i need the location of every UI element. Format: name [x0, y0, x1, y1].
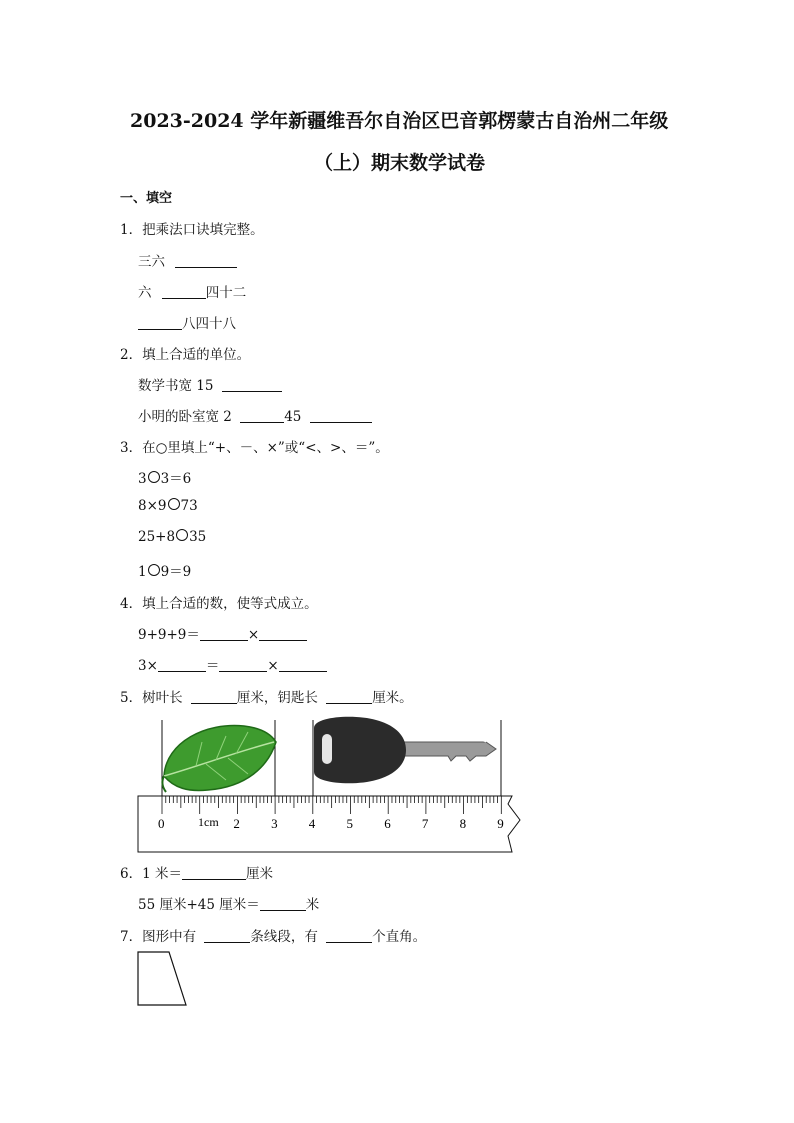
- question-text: 填上合适的数，使等式成立。: [142, 596, 318, 612]
- q3-expr-1: [138, 467, 191, 487]
- answer-blank[interactable]: [138, 315, 182, 330]
- q1-line-1: [138, 250, 237, 270]
- q7-text-b: 条线段，有: [250, 929, 318, 945]
- ruler-label: 3: [271, 816, 278, 831]
- answer-blank[interactable]: [182, 865, 246, 880]
- ruler-label: 0: [158, 816, 165, 831]
- q3-e1-right: 3＝6: [160, 471, 192, 487]
- q3-e3-left: 25+8: [138, 529, 176, 545]
- answer-blank[interactable]: [204, 928, 250, 943]
- ruler-label: 4: [308, 816, 316, 831]
- answer-blank[interactable]: [326, 928, 372, 943]
- q2-line-1: [138, 374, 282, 394]
- q3-expr-4: [138, 560, 191, 580]
- ruler-label: 7: [421, 816, 429, 831]
- ruler-label: 5: [346, 816, 353, 831]
- q2-l2-text: 小明的卧室宽 2: [138, 409, 232, 425]
- question-text: 填上合适的单位。: [142, 347, 251, 363]
- question-number: 3．: [120, 440, 143, 456]
- answer-blank[interactable]: [279, 657, 327, 672]
- q3-e2-right: 73: [180, 498, 198, 514]
- question-number: 1．: [120, 222, 143, 238]
- ruler-unit-label: 1cm: [198, 815, 219, 829]
- answer-blank[interactable]: [260, 896, 306, 911]
- q7-text-c: 个直角。: [372, 929, 427, 945]
- q3-e4-left: 1: [138, 564, 147, 580]
- question-7: [120, 925, 426, 945]
- question-text: 把乘法口诀填完整。: [142, 222, 264, 238]
- q1-l3-post: 八四十八: [182, 316, 236, 332]
- answer-blank[interactable]: [222, 377, 282, 392]
- q4-l2-text: 3×: [138, 658, 158, 674]
- answer-blank[interactable]: [326, 689, 372, 704]
- q2-line-2: [138, 405, 372, 425]
- question-3: [120, 436, 389, 456]
- ruler-figure: [136, 712, 526, 854]
- ruler-label: 2: [233, 816, 240, 831]
- q6-l2-text: 55 厘米+45 厘米＝: [138, 897, 260, 913]
- q1-l2-post: 四十二: [205, 285, 247, 301]
- answer-blank[interactable]: [200, 626, 248, 641]
- q4-l1-text: 9+9+9＝: [138, 627, 200, 643]
- q3-e4-right: 9＝9: [160, 564, 192, 580]
- question-number: 6．: [120, 866, 143, 882]
- times-sign: ×: [267, 658, 279, 674]
- q6-l1-unit: 厘米: [245, 866, 273, 882]
- q4-line-2: [138, 654, 327, 674]
- q5-text-a: 树叶长: [142, 690, 183, 706]
- leaf-icon: [162, 725, 276, 792]
- question-text: 在○里填上“+、－、×”或“<、>、＝”。: [142, 440, 389, 456]
- answer-circle[interactable]: [168, 498, 180, 510]
- ruler-label: 6: [384, 816, 391, 831]
- page-title-line1: 2023-2024 学年新疆维吾尔自治区巴音郭楞蒙古自治州二年级: [130, 110, 669, 132]
- trapezoid-shape: [138, 952, 186, 1005]
- q5-text-c: 厘米。: [372, 690, 413, 706]
- question-number: 4．: [120, 596, 143, 612]
- page-title-line2: （上）期末数学试卷: [314, 152, 486, 174]
- q3-e2-left: 8×9: [138, 498, 167, 514]
- answer-blank[interactable]: [191, 689, 237, 704]
- question-number: 7．: [120, 929, 143, 945]
- q5-text-b: 厘米，钥匙长: [236, 690, 318, 706]
- answer-circle[interactable]: [148, 471, 160, 483]
- trapezoid-figure: [136, 950, 192, 1008]
- question-2: [120, 343, 250, 363]
- question-number: 5．: [120, 690, 143, 706]
- answer-blank[interactable]: [259, 626, 307, 641]
- answer-blank[interactable]: [219, 657, 267, 672]
- question-6: [120, 862, 273, 882]
- answer-blank[interactable]: [175, 253, 237, 268]
- answer-blank[interactable]: [158, 657, 206, 672]
- q1-l2-text: 六: [138, 285, 152, 301]
- q6-l2-unit: 米: [305, 897, 320, 913]
- question-4: [120, 592, 318, 612]
- section-heading: 一、填空: [120, 191, 173, 206]
- q6-l1-text: 1 米＝: [142, 866, 182, 882]
- answer-blank[interactable]: [310, 408, 372, 423]
- ruler-label: 9: [497, 816, 504, 831]
- equals-sign: ＝: [205, 658, 220, 674]
- answer-circle[interactable]: [176, 529, 188, 541]
- q1-line-2: [138, 281, 246, 301]
- answer-blank[interactable]: [240, 408, 284, 423]
- answer-blank[interactable]: [162, 284, 206, 299]
- q3-e1-left: 3: [138, 471, 147, 487]
- q4-line-1: [138, 623, 307, 643]
- q3-e3-right: 35: [189, 529, 207, 545]
- q7-text-a: 图形中有: [142, 929, 197, 945]
- question-1: [120, 218, 264, 238]
- times-sign: ×: [247, 627, 260, 643]
- q2-l1-text: 数学书宽 15: [138, 378, 214, 394]
- q1-l1-text: 三六: [138, 254, 165, 270]
- question-number: 2．: [120, 347, 143, 363]
- q3-expr-3: [138, 529, 206, 545]
- key-icon: [314, 717, 496, 784]
- q6-line-2: [138, 893, 319, 913]
- ruler-label: 8: [459, 816, 467, 831]
- question-5: [120, 686, 413, 706]
- q1-line-3: [138, 312, 236, 332]
- answer-circle[interactable]: [148, 564, 160, 576]
- q3-expr-2: [138, 498, 198, 514]
- q2-l2-mid: 45: [284, 409, 302, 425]
